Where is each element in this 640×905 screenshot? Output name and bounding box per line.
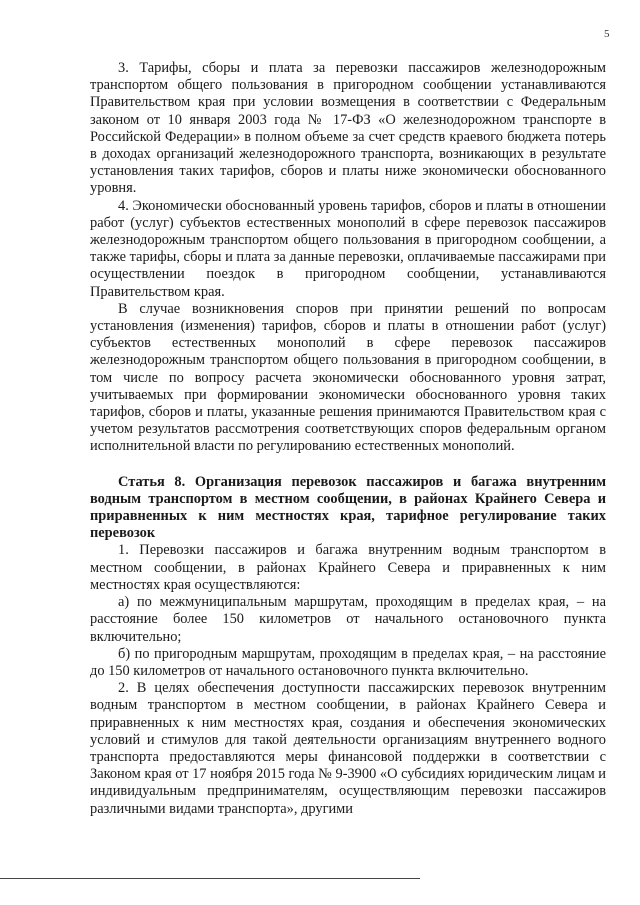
paragraph-disputes: В случае возникновения споров при принятии решений по вопросам установления (изменения) тарифов, сборов и платы в отношении работ (услуг) субъектов естественных монополий в сфере перевозок пассажиров железнодорожным транспортом общего пользования в пригородном сообщении, в том числе по вопросу расчета экономически обоснованного уровня затрат, учитываемых при формировании экономически обоснованного уровня таких тарифов, сборов и платы, указанные решения принимаются Правительством края с учетом результатов рассмотрения соответствующих споров федеральным органом исполнительной власти по регулированию естественных монополий. <box>90 300 606 455</box>
article-8-item-1a: а) по межмуниципальным маршрутам, проходящим в пределах края, – на расстояние более 150 километров от начального остановочного пункта включительно; <box>90 594 606 645</box>
page-number: 5 <box>604 28 610 40</box>
article-8-item-1: 1. Перевозки пассажиров и багажа внутренним водным транспортом в местном сообщении, в районах Крайнего Севера и приравненных к ним местностях края осуществляются: <box>90 542 606 593</box>
paragraph-item-4: 4. Экономически обоснованный уровень тарифов, сборов и платы в отношении работ (услуг) субъектов естественных монополий в сфере перевозок пассажиров железнодорожным транспортом общего пользования в пригородном сообщении, а также тарифы, сборы и плата за данные перевозки, оплачиваемые пассажирами при осуществлении поездок в пригородном сообщении, устанавливаются Правительством края. <box>90 197 606 300</box>
article-8-heading: Статья 8. Организация перевозок пассажиров и багажа внутренним водным транспортом в местном сообщении, в районах Крайнего Севера и приравненных к ним местностях края, тарифное регулирование таких перевозок <box>90 473 606 542</box>
article-8-item-2: 2. В целях обеспечения доступности пассажирских перевозок внутренним водным транспортом в местном сообщении, в районах Крайнего Севера и приравненных к ним местностях края, создания и обеспечения экономических условий и стимулов для такой деятельности организациям внутреннего водного транспорта предоставляются меры финансовой поддержки в соответствии с Законом края от 17 ноября 2015 года № 9-3900 «О субсидиях юридическим лицам и индивидуальным предпринимателям, осуществляющим перевозки пассажиров различными видами транспорта», другими <box>90 680 606 817</box>
article-8-item-1b: б) по пригородным маршрутам, проходящим в пределах края, – на расстояние до 150 километров от начального остановочного пункта включительно. <box>90 645 606 679</box>
paragraph-item-3: 3. Тарифы, сборы и плата за перевозки пассажиров железнодорожным транспортом общего пользования в пригородном сообщении устанавливаются Правительством края при условии возмещения в соответствии с Федеральным законом от 10 января 2003 года № 17-ФЗ «О железнодорожном транспорте в Российской Федерации» в полном объеме за счет средств краевого бюджета потерь в доходах организаций железнодорожного транспорта, возникающих в результате установления таких тарифов, сборов и платы ниже экономически обоснованного уровня. <box>90 60 606 197</box>
footer-divider <box>0 878 420 879</box>
document-body <box>90 60 606 818</box>
